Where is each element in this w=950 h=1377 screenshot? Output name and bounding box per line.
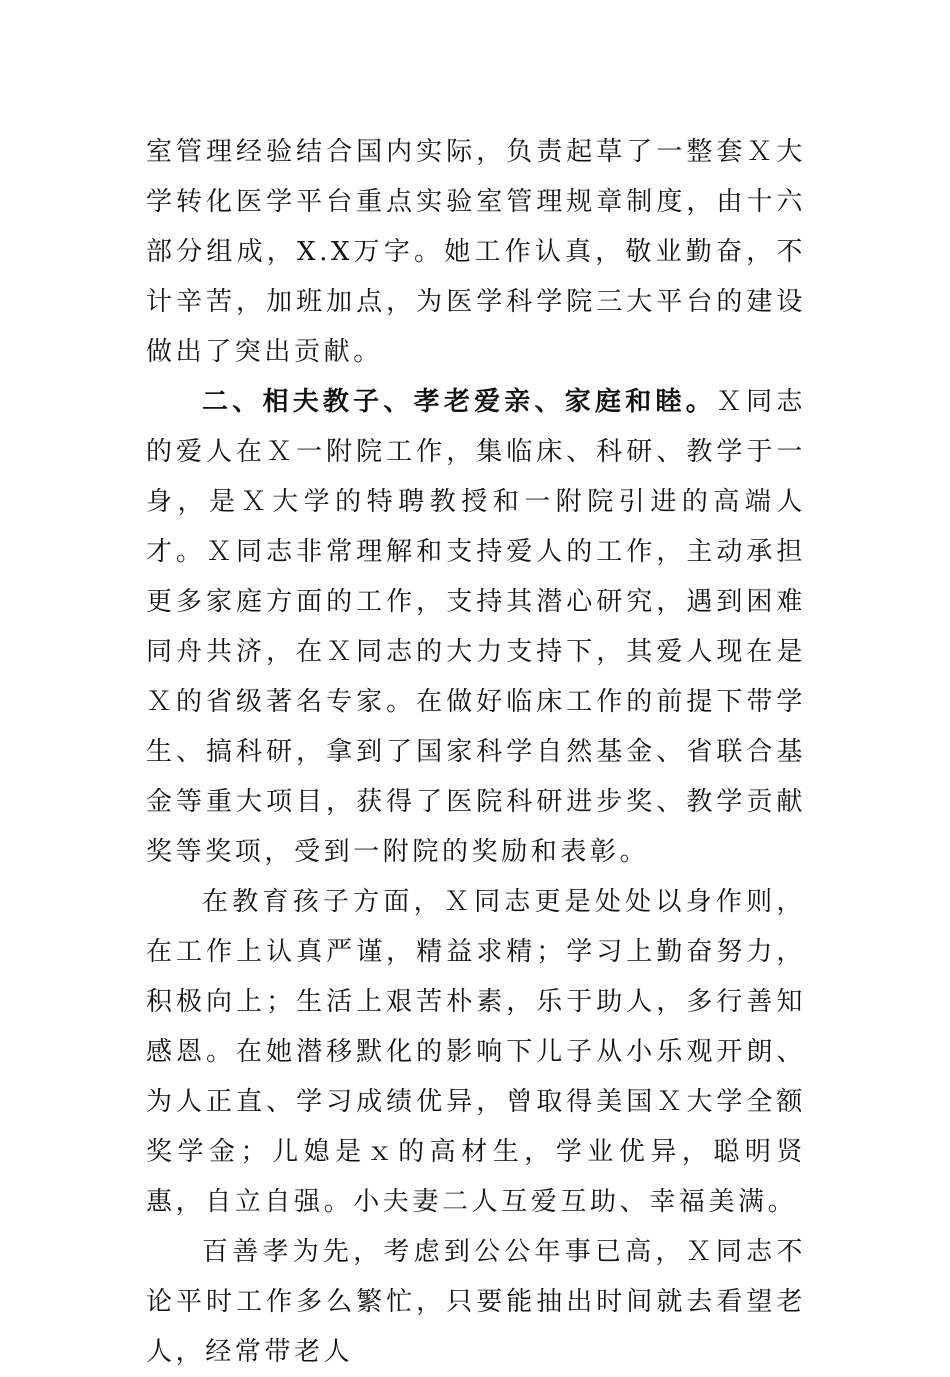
paragraph-4-text: 百善孝为先，考虑到公公年事已高，Ｘ同志不论平时工作多么繁忙，只要能抽出时间就去看望老人，经常带老人 [146,1237,806,1367]
section-heading-2: 二、相夫教子、孝老爱亲、家庭和睦。 [202,387,716,417]
paragraph-3 [146,877,806,1227]
document-body [146,127,806,1377]
paragraph-1 [146,127,806,377]
paragraph-2-text: Ｘ同志的爱人在Ｘ一附院工作，集临床、科研、教学于一身，是Ｘ大学的特聘教授和一附院引进的高端人才。Ｘ同志非常理解和支持爱人的工作，主动承担更多家庭方面的工作，支持其潜心研究，遇到困难同舟共济，在Ｘ同志的大力支持下，其爱人现在是Ｘ的省级著名专家。在做好临床工作的前提下带学生、搞科研，拿到了国家科学自然基金、省联合基金等重大项目，获得了医院科研进步奖、教学贡献奖等奖项，受到一附院的奖励和表彰。 [146,387,806,867]
paragraph-2 [146,377,806,877]
paragraph-1-text: 室管理经验结合国内实际，负责起草了一整套Ｘ大学转化医学平台重点实验室管理规章制度，由十六部分组成，X.X万字。她工作认真，敬业勤奋，不计辛苦，加班加点，为医学科学院三大平台的建设做出了突出贡献。 [146,137,806,367]
paragraph-3-text: 在教育孩子方面，Ｘ同志更是处处以身作则，在工作上认真严谨，精益求精；学习上勤奋努力，积极向上；生活上艰苦朴素，乐于助人，多行善知感恩。在她潜移默化的影响下儿子从小乐观开朗、为人正直、学习成绩优异，曾取得美国Ｘ大学全额奖学金；儿媳是ｘ的高材生，学业优异，聪明贤惠，自立自强。小夫妻二人互爱互助、幸福美满。 [146,887,806,1217]
paragraph-4 [146,1227,806,1377]
